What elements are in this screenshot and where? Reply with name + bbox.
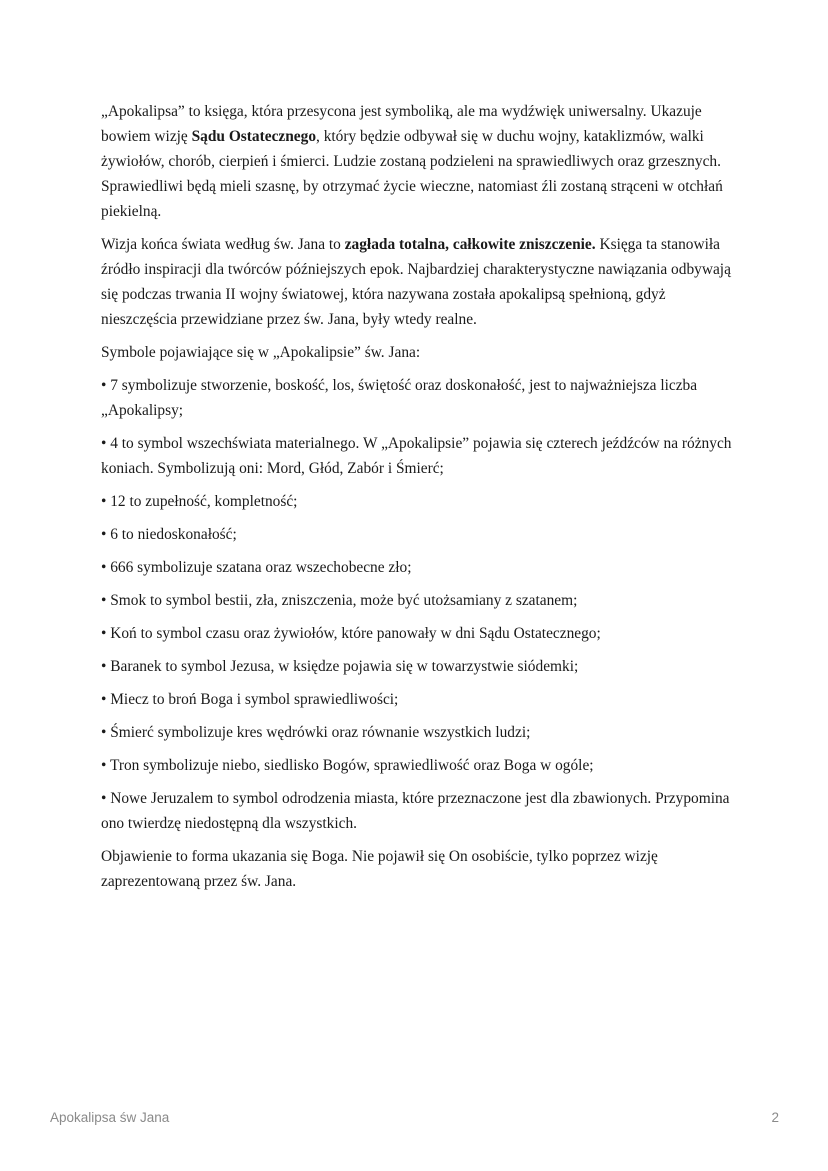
- paragraph: [101, 720, 741, 745]
- text-run: Księga ta stanowiła źródło inspiracji dla twórców późniejszych epok. Najbardziej charakterystyczne nawiązania odbywają się podczas trwania II wojny światowej, która nazywana została apokalipsą spełnioną, gdyż nieszczęścia przewidziane przez św. Jana, były wtedy realne.: [101, 236, 731, 328]
- paragraph: [101, 786, 741, 836]
- text-run: • Koń to symbol czasu oraz żywiołów, które panowały w dni Sądu Ostatecznego;: [101, 625, 601, 642]
- paragraph: [101, 522, 741, 547]
- paragraph: [101, 753, 741, 778]
- paragraph: [101, 687, 741, 712]
- text-run: Objawienie to forma ukazania się Boga. Nie pojawił się On osobiście, tylko poprzez wizję zaprezentowaną przez św. Jana.: [101, 848, 658, 890]
- paragraph: [101, 232, 741, 332]
- text-run: • 4 to symbol wszechświata materialnego. W „Apokalipsie” pojawia się czterech jeźdźców na różnych koniach. Symbolizują oni: Mord, Głód, Zabór i Śmierć;: [101, 435, 732, 477]
- text-run: • Smok to symbol bestii, zła, zniszczenia, może być utożsamiany z szatanem;: [101, 592, 578, 609]
- paragraph: [101, 654, 741, 679]
- text-run: Symbole pojawiające się w „Apokalipsie” św. Jana:: [101, 344, 421, 361]
- bold-text: Sądu Ostatecznego: [191, 128, 317, 145]
- text-run: • Nowe Jeruzalem to symbol odrodzenia miasta, które przeznaczone jest dla zbawionych. Przypomina ono twierdzę niedostępną dla wszystkich.: [101, 790, 730, 832]
- text-run: • Miecz to broń Boga i symbol sprawiedliwości;: [101, 691, 399, 708]
- paragraph: [101, 340, 741, 365]
- paragraph: [101, 373, 741, 423]
- text-run: Wizja końca świata według św. Jana to: [101, 236, 345, 253]
- paragraph: [101, 489, 741, 514]
- bold-text: zagłada totalna, całkowite zniszczenie.: [344, 236, 596, 253]
- text-run: • 7 symbolizuje stworzenie, boskość, los, świętość oraz doskonałość, jest to najważniejsza liczba „Apokalipsy;: [101, 377, 698, 419]
- text-run: • 12 to zupełność, kompletność;: [101, 493, 298, 510]
- text-run: „Apokalipsa” to księga, która przesycona jest symboliką, ale ma wydźwięk uniwersalny. Ukazuje bowiem wizję: [101, 103, 702, 145]
- paragraph: [101, 431, 741, 481]
- text-run: • 666 symbolizuje szatana oraz wszechobecne zło;: [101, 559, 412, 576]
- footer-document-title: Apokalipsa św Jana: [50, 1110, 170, 1125]
- paragraph: [101, 588, 741, 613]
- document-body: [101, 99, 741, 902]
- paragraph: [101, 844, 741, 894]
- text-run: , który będzie odbywał się w duchu wojny, kataklizmów, walki żywiołów, chorób, cierpień i śmierci. Ludzie zostaną podzieleni na sprawiedliwych oraz grzesznych. Sprawiedliwi będą mieli szasnę, by otrzymać życie wieczne, natomiast źli zostaną strąceni w otchłań piekielną.: [101, 128, 723, 220]
- paragraph: [101, 621, 741, 646]
- paragraph: [101, 555, 741, 580]
- text-run: • Baranek to symbol Jezusa, w księdze pojawia się w towarzystwie siódemki;: [101, 658, 579, 675]
- text-run: • 6 to niedoskonałość;: [101, 526, 237, 543]
- text-run: • Tron symbolizuje niebo, siedlisko Bogów, sprawiedliwość oraz Boga w ogóle;: [101, 757, 594, 774]
- paragraph: [101, 99, 741, 224]
- text-run: • Śmierć symbolizuje kres wędrówki oraz równanie wszystkich ludzi;: [101, 724, 531, 741]
- footer-page-number: 2: [771, 1110, 779, 1125]
- page-footer: [50, 1110, 779, 1128]
